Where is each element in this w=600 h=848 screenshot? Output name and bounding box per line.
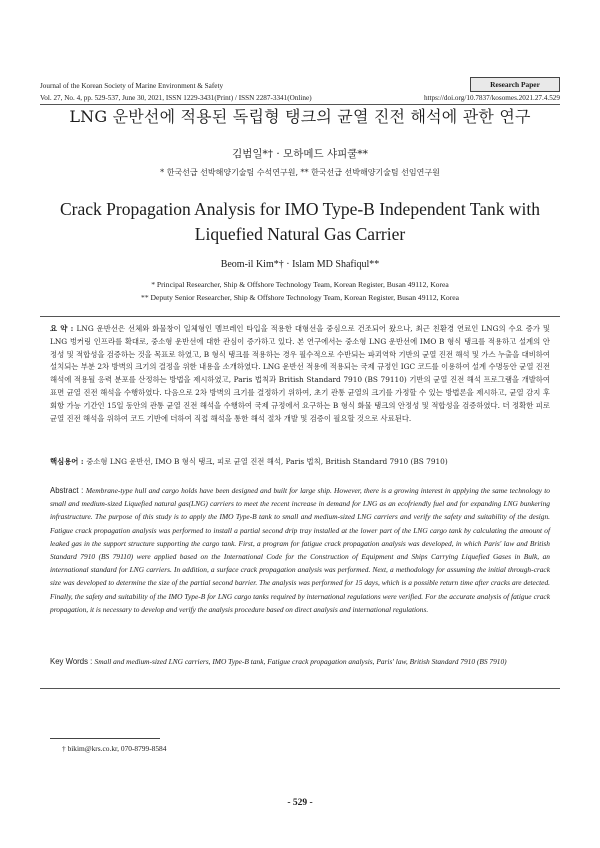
english-title-line1: Crack Propagation Analysis for IMO Type-B Independent Tank with — [59, 199, 540, 219]
doi-link[interactable]: https://doi.org/10.7837/kosomes.2021.27.4.529 — [423, 94, 560, 102]
english-title — [0, 198, 600, 245]
abstract-top-rule — [40, 316, 560, 317]
page-number: - 529 - — [287, 798, 313, 808]
abstract-bottom-rule — [40, 688, 560, 689]
korean-keywords-label: 핵심용어 : — [50, 457, 87, 466]
footnote-marker: † — [62, 744, 66, 753]
english-keywords-label: Key Words : — [50, 657, 95, 666]
english-abstract-text: Membrane-type hull and cargo holds have been designed and built for large ship. However, there is a growing interest in applying the same technology to small and medium-sized Liquefied natural gas(LNG) carriers to meet the recent increase in demand for LNG as an ecofriendly fuel and for expanding LNG bunkering infrastructure. The purpose of this study is to apply the IMO Type-B tank to small and medium-sized LNG carriers and verify the safety and suitability of the design. Fatigue crack propagation analysis was performed to install a partial second drip tray installed at the lower part of the LNG cargo tank by calculating the amount of leaked gas in the support structure supporting the cargo tank. First, a program for fatigue crack propagation analysis was developed, in which Paris' law and British Standard 7910 (BS 79110) were applied based on the International Code for the Construction of Equipment and Ships Carrying Liquefied Gases in Bulk, an international standard for LNG carriers. In addition, a surface crack propagation analysis was performed. Next, a methodology for assuming the initial through-crack size was developed to determine the size of the partial second barrier. The analysis was performed for 15 days, which is a possible return time after cracks are detected. Finally, the safety and suitability of the IMO Type-B for LNG cargo tanks required by international regulations were verified. For the accurate analysis of fatigue crack propagation, it is necessary to develop and verify the analysis procedure based on direct analysis and international regulations. — [50, 486, 550, 614]
korean-authors: 김범일*† · 모하메드 샤피쿨** — [232, 148, 368, 160]
korean-keywords — [50, 457, 550, 467]
english-affiliations — [0, 278, 600, 304]
english-affiliation-2: ** Deputy Senior Researcher, Ship & Offshore Technology Team, Korean Register, Busan 49112, Korea — [141, 293, 459, 302]
journal-volume-info: Vol. 27, No. 4, pp. 529-537, June 30, 2021, ISSN 1229-3431(Print) / ISSN 2287-3341(Online) — [40, 94, 312, 102]
korean-abstract-label: 요 약 : — [50, 324, 77, 333]
korean-affiliations: * 한국선급 선박해양기술팀 수석연구원, ** 한국선급 선박해양기술팀 선임연구원 — [160, 168, 440, 177]
korean-abstract-text: LNG 운반선은 선체와 화물창이 일체형인 멤브레인 타입을 적용한 대형선을 중심으로 건조되어 왔으나, 최근 친환경 연료인 LNG의 수요 증가 및 LNG 벙커링 인프라를 확대로, 중소형 운반선에 대한 관심이 증가하고 있다. 본 연구에서는 중소형 LNG 운반선에 IMO B 형식 탱크를 적용하고 설계의 안정성 및 적합성을 검증하는 것을 목표로 하였고, B 형식 탱크를 적용하는 경우 필수적으로 수반되는 파괴역학 기반의 균열 진전 해석 및 가스 누출을 대비하여 설치되는 부분 2차 방벽의 크기의 결정을 위한 내용을 소개하였다. LNG 운반선 적용에 적용되는 국제 규정인 IGC 코드를 이용하여 설계 수명동안 균열 진전 해석에 적용될 응력 분포를 산정하는 방법을 제시하였고, Paris 법칙과 British Standard 7910 (BS 79110) 기반의 균열 진전 해석 프로그램을 개발하여 표면 균열 진전 해석을 수행하였다. 다음으로 2차 방벽의 크기를 결정하기 위하여, 초기 관통 균열의 크기를 가정할 수 있는 방법론을 제시하고, 균열 감지 후 회항 가능 기간인 15일 동안의 관통 균열 진전 해석을 수행하여 국제 규정에서 요구하는 B 형식 화물 탱크의 안정성 및 적합성을 검증하였다. 더 정확한 피로 균열 진전 해석을 위하여 코드 기반에 더하여 직접 해석을 통한 해석 절차 개발 및 검증이 필요할 것으로 사료된다. — [50, 324, 550, 423]
english-abstract-label: Abstract : — [50, 486, 86, 495]
footnote-rule — [50, 738, 160, 739]
footnote-email[interactable]: bikim@krs.co.kr, 070-8799-8584 — [67, 744, 167, 753]
english-keywords-text: Small and medium-sized LNG carriers, IMO Type-B tank, Fatigue crack propagation analysis, Paris' law, British Standard 7910 (BS 7910) — [94, 657, 507, 666]
korean-abstract — [50, 323, 550, 425]
english-title-line2: Liquefied Natural Gas Carrier — [194, 224, 406, 244]
english-authors: Beom-il Kim*† · Islam MD Shafiqul** — [220, 259, 380, 270]
journal-name: Journal of the Korean Society of Marine Environment & Safety — [40, 82, 224, 90]
korean-keywords-text: 중소형 LNG 운반선, IMO B 형식 탱크, 피로 균열 진전 해석, Paris 법칙, British Standard 7910 (BS 7910) — [86, 457, 448, 466]
corresponding-author-footnote — [62, 744, 166, 753]
korean-title: LNG 운반선에 적용된 독립형 탱크의 균열 진전 해석에 관한 연구 — [69, 107, 531, 126]
english-abstract — [50, 484, 550, 616]
english-affiliation-1: * Principal Researcher, Ship & Offshore Technology Team, Korean Register, Busan 49112, Korea — [151, 280, 449, 289]
article-type-badge: Research Paper — [470, 77, 560, 92]
english-keywords — [50, 655, 550, 668]
